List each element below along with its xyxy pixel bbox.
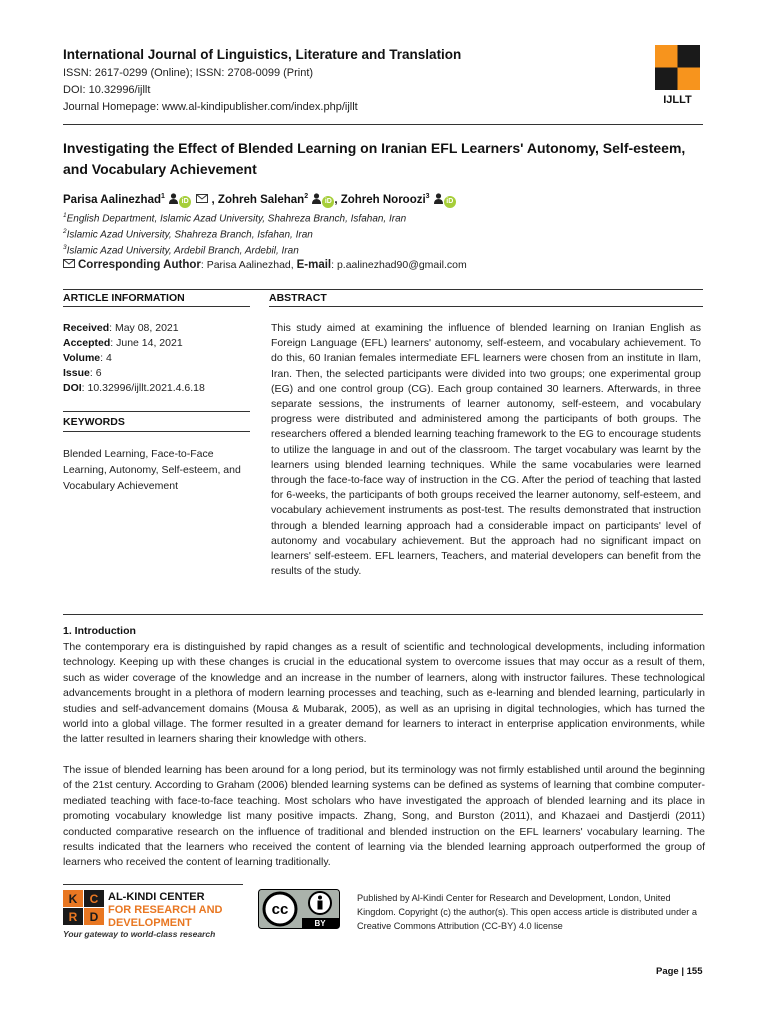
affiliation: $^3$Islamic Azad University, Ardebil Branch, Ardebil, Iran: [63, 244, 299, 257]
keywords-bottom-divider: [63, 431, 250, 432]
kcrd-letter: D: [89, 910, 99, 924]
author-sup: 3: [425, 193, 430, 201]
info-heading-divider: [63, 306, 250, 307]
author-sup: 1: [161, 193, 165, 201]
introduction-heading: 1. Introduction: [63, 625, 136, 637]
email-icon: [63, 259, 75, 268]
keywords-top-divider: [63, 411, 250, 412]
orcid-icon[interactable]: iD: [179, 196, 191, 208]
kcrd-name-line2: FOR RESEARCH AND: [108, 904, 223, 916]
person-icon: [434, 193, 443, 204]
abstract-text: This study aimed at examining the influence of blended learning on Iranian English as Foreign Language (EFL) learners' autonomy, self-esteem, and vocabulary achievement. To do this, 60 Iranian females intermediate EFL learners were chosen from an institute in Ilam, Iran. Then, the selected participants were divided into two groups; one experimental group (EG) and one control group (CG). Each group contained 30 learners. Afterwards, in three separate sessions, the instruments of learner autonomy, self-esteem, and vocabulary progress were distributed and administered among the participants of both groups. The researchers offered a blended learning teaching framework to the EG to encourage students to utilize the language in and out of the classroom. The target vocabulary was learnt by the learners using blended learning techniques. While the same vocabularies were learned through the face-to-face way of instruction in the CG. After the period of teaching that lasted for 6-weeks, the participants of both groups received the learner autonomy, self-esteem, and vocabulary achievement instruments as post-test. The results demonstrated that instruction through a blended learning approach had a considerable impact on participants' level of autonomy and vocabulary achievement. But the approach had no significant impact on learners' self-esteem. EFL learners, Teachers, and material developers can benefit from the results of the study.: [271, 322, 701, 578]
cc-text: cc: [271, 901, 289, 918]
person-icon: [169, 193, 178, 204]
abstract-heading: ABSTRACT: [269, 292, 327, 304]
ijllt-logo: [655, 45, 700, 90]
introduction-paragraph: The contemporary era is distinguished by rapid changes as a result of scientific and technological developments, including information technology. Keeping up with these changes is crucial in the educational system to overcome issues that may occur as a result of them, such as wider coverage of the knowledge and an increase in the number of learners, along with instructor failures. These technological advancements brought in a plethora of modern learning processes and teaching, such as e-learning and blended learning, particularly in studies and self-advancement domains (Mousa & Mubarak, 2005), as well as an uprising in digital technologies, which has turned the world into a global village. The former resulted in a greater demand for learners to interact in enterprise application environments, while the latter resulted in learners sharing their knowledge with others.: [63, 641, 705, 746]
abstract-heading-divider: [269, 306, 703, 307]
journal-issn: ISSN: 2617-0299 (Online); ISSN: 2708-0099 (Print): [63, 67, 314, 79]
kcrd-letter: C: [89, 892, 99, 906]
abstract-bottom-divider: [63, 614, 703, 615]
page-number: Page | 155: [656, 966, 703, 977]
affiliation: $^1$English Department, Islamic Azad University, Shahreza Branch, Isfahan, Iran: [63, 212, 407, 225]
issue: Issue: 6: [63, 367, 102, 379]
journal-homepage[interactable]: Journal Homepage: www.al-kindipublisher.com/index.php/ijllt: [63, 101, 358, 113]
accepted-date: Accepted: June 14, 2021: [63, 337, 183, 349]
header-divider: [63, 124, 703, 125]
orcid-icon[interactable]: iD: [322, 196, 334, 208]
keywords-text: Blended Learning, Face-to-Face Learning, Autonomy, Self-esteem, and Vocabulary Achievement: [63, 448, 241, 492]
keywords-heading: KEYWORDS: [63, 416, 125, 428]
kcrd-logo: [63, 890, 105, 926]
kcrd-name-line1: AL-KINDI CENTER: [108, 891, 205, 903]
kcrd-tagline: Your gateway to world-class research: [63, 929, 216, 939]
email-address[interactable]: : p.aalinezhad90@gmail.com: [331, 259, 467, 271]
author-sup: 2: [304, 193, 309, 201]
journal-title: International Journal of Linguistics, Literature and Translation: [63, 47, 462, 62]
received-date: Received: May 08, 2021: [63, 322, 179, 334]
author-list: Parisa Aalinezhad$^1$ iD , Zohreh Salehan$^2$ iD , Zohreh Noroozi$^3$ iD: [63, 193, 456, 208]
ijllt-logo-text: IJLLT: [663, 94, 692, 106]
email-icon[interactable]: [196, 194, 208, 203]
license-text: Published by Al-Kindi Center for Research and Development, London, United Kingdom. Copyright (c) the author(s). This open access article is distributed under a Creative Commons Attribution (CC-BY) 4.0 license: [357, 893, 697, 931]
paper-title: Investigating the Effect of Blended Learning on Iranian EFL Learners' Autonomy, Self-esteem, and Vocabulary Achievement: [63, 140, 686, 177]
article-doi: DOI: 10.32996/ijllt.2021.4.6.18: [63, 382, 205, 394]
footer-divider: [63, 884, 243, 885]
person-icon: [312, 193, 321, 204]
journal-doi: DOI: 10.32996/ijllt: [63, 84, 151, 96]
info-top-divider: [63, 289, 703, 290]
corresponding-label: Corresponding Author: [78, 259, 201, 271]
kcrd-letter: R: [68, 910, 78, 924]
introduction-paragraph: The issue of blended learning has been around for a long period, but its terminology was not firmly established until around the beginning of the 21st century. According to Graham (2006) blended learning systems can be defined as systems of learning that combine computer-mediated teaching with face-to-face teaching. Most scholars who have investigated the approach of blended learning and its place in promoting vocabulary knowledge list many positive impacts. Zhang, Song, and Burston (2011), and Khazaei and Dastjerdi (2011) conducted comparative research on the influence of traditional and blended instruction on the EFL learners' vocabulary learning. The results indicated that the learners who received the content of learning via the blended learning approach outperformed the group of learners who received the content of learning traditionally.: [63, 764, 705, 869]
corresponding-name: : Parisa Aalinezhad,: [200, 259, 297, 271]
email-label: E-mail: [296, 259, 332, 271]
orcid-icon[interactable]: iD: [444, 196, 456, 208]
author-name: Parisa Aalinezhad: [63, 194, 162, 206]
author-name: Zohreh Noroozi: [340, 194, 426, 206]
kcrd-letter: K: [68, 892, 78, 906]
corresponding-author: [63, 259, 467, 271]
cc-by-text: BY: [314, 919, 326, 928]
volume: Volume: 4: [63, 352, 112, 364]
cc-by-license-icon[interactable]: [258, 889, 340, 929]
author-name: Zohreh Salehan: [217, 194, 305, 206]
kcrd-name-line3: DEVELOPMENT: [108, 917, 192, 929]
article-info-heading: ARTICLE INFORMATION: [63, 292, 185, 304]
affiliation: $^2$Islamic Azad University, Shahreza Branch, Isfahan, Iran: [63, 228, 313, 241]
